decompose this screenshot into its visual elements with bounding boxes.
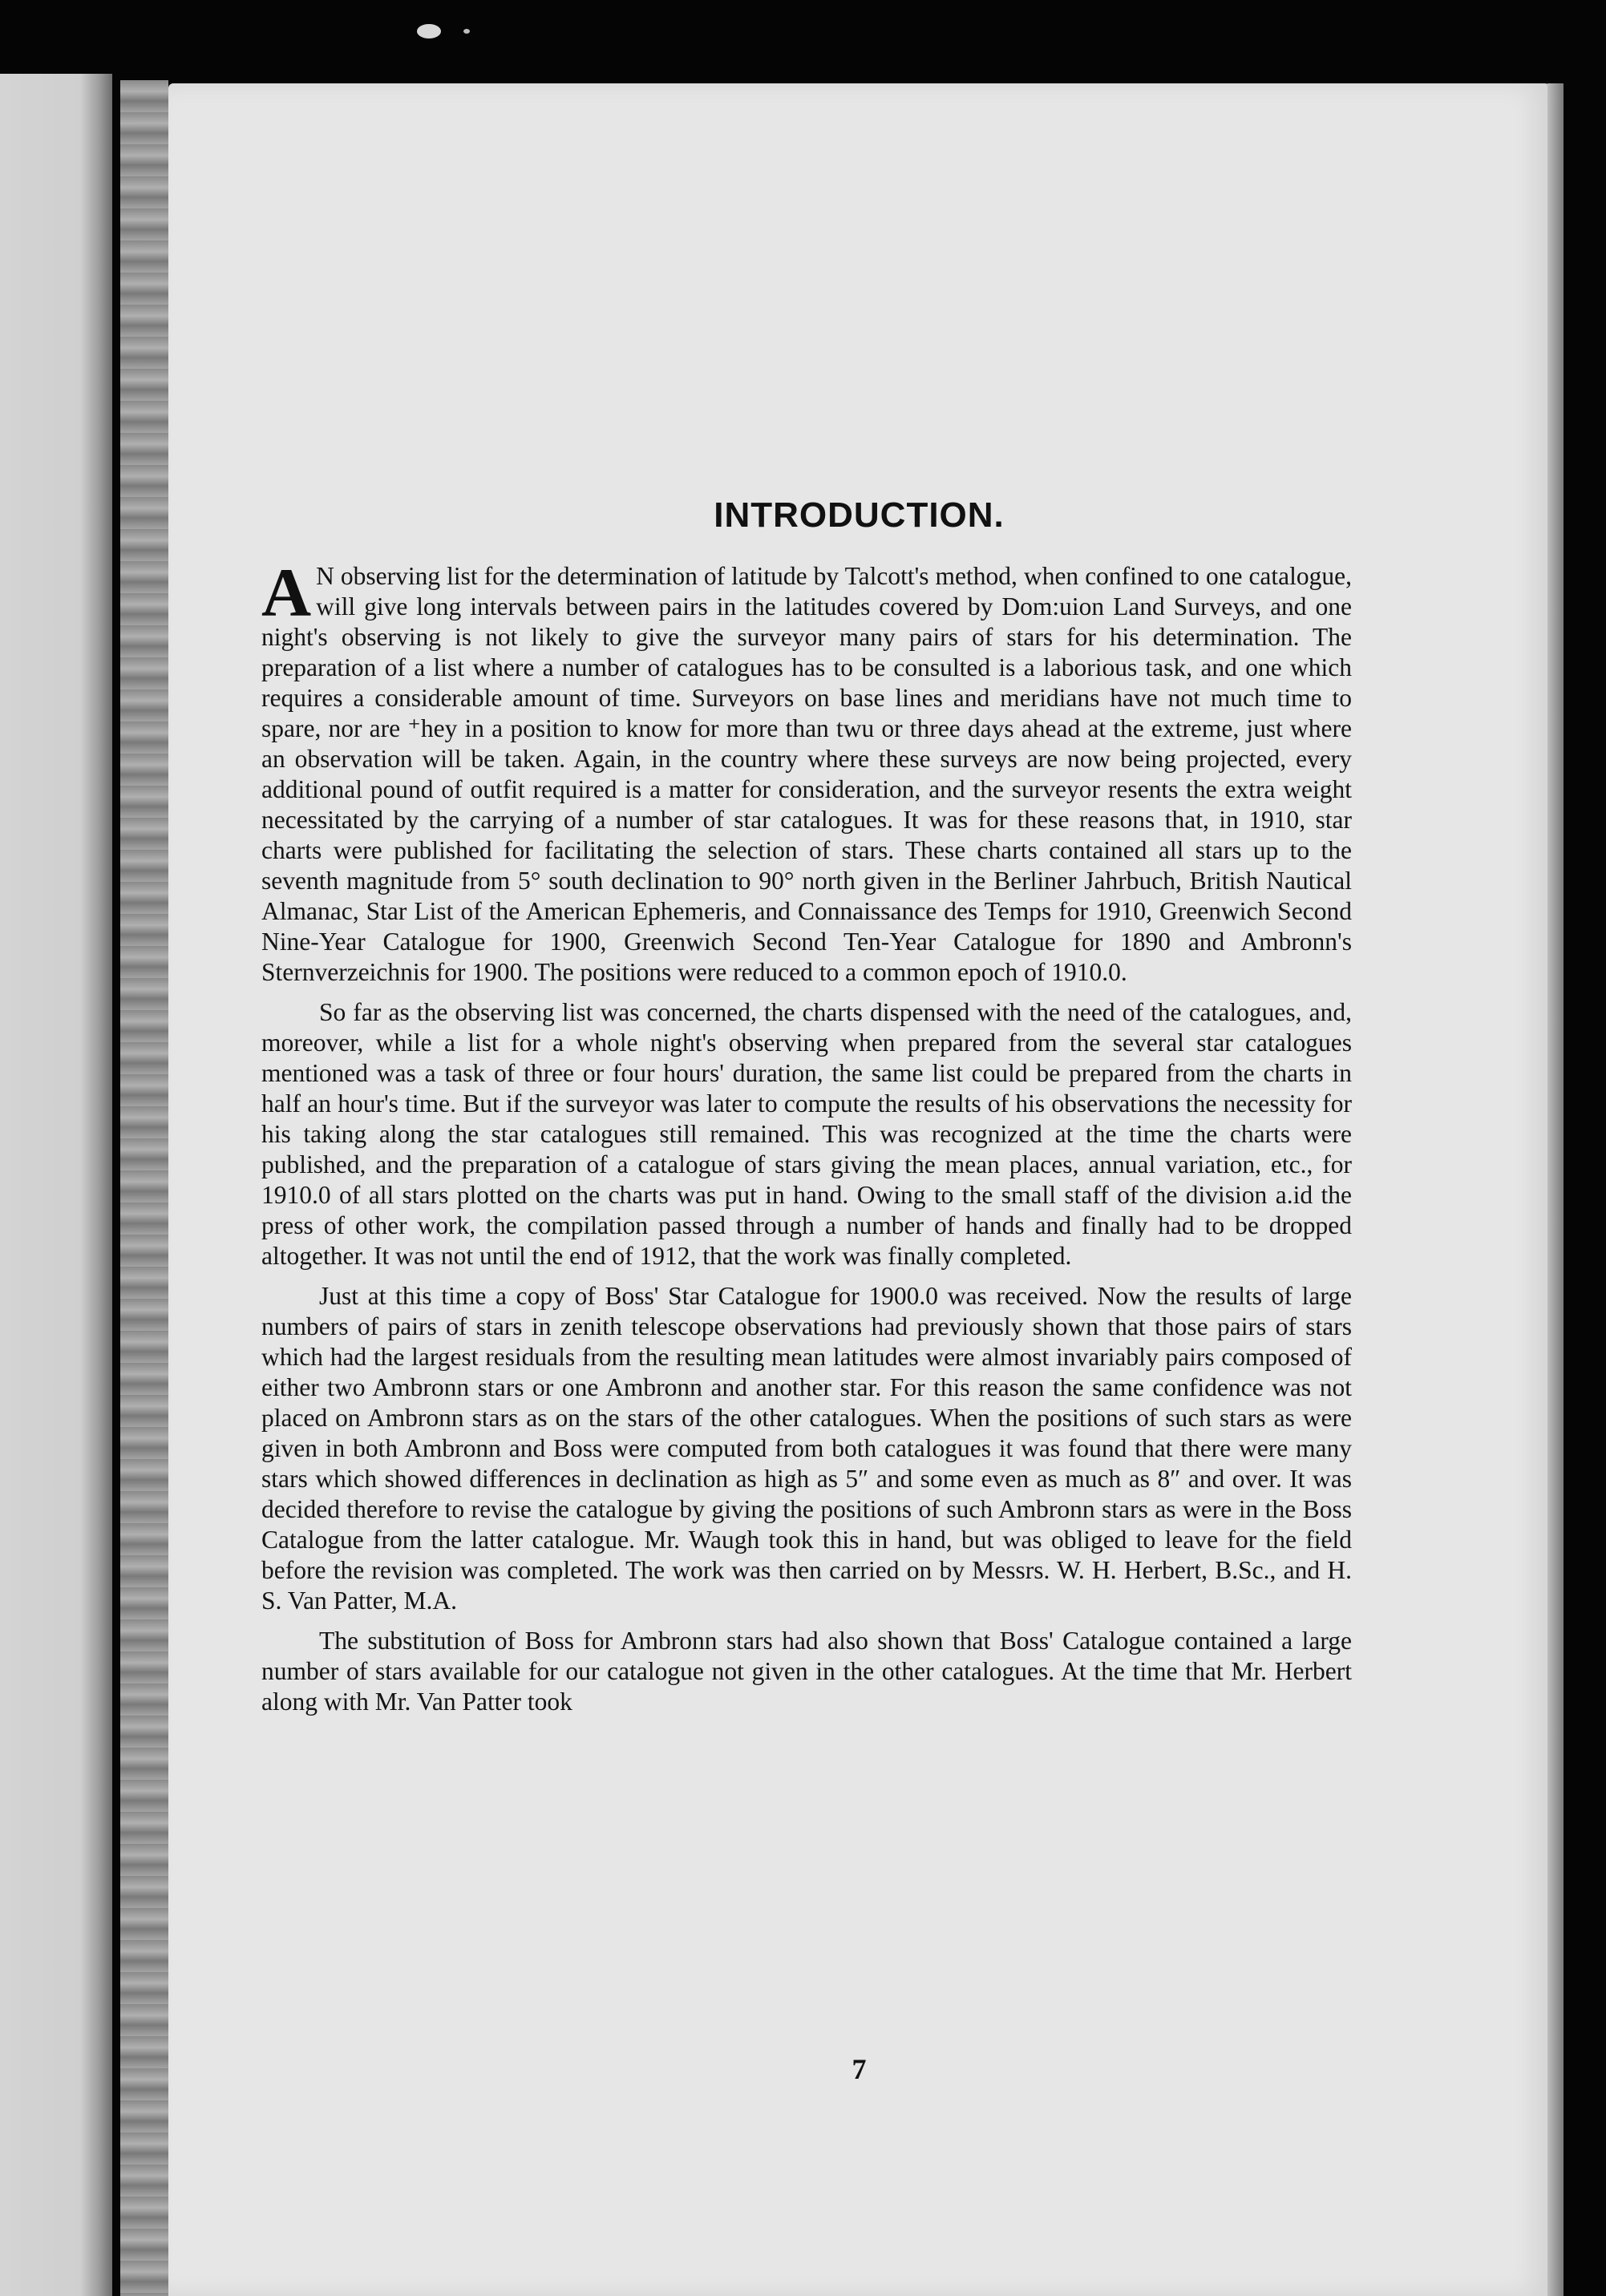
scan-debris-small <box>463 29 470 34</box>
page-number: 7 <box>852 2053 867 2085</box>
paragraph-1-text: N observing list for the determination of latitude by Talcott's method, when confined to one catalogue, will give long intervals between pairs in the latitudes covered by Dom:uion Land Surveys, and one night's observing is not likely to give the surveyor many pairs of stars for his determination. The preparation of a list where a number of catalogues has to be consulted is a laborious task, and one which requires a considerable amount of time. Surveyors on base lines and meridians have not much time to spare, nor are ⁺hey in a position to know for more than twu or three days ahead at the extreme, just where an observation will be taken. Again, in the country where these surveys are now being projected, every additional pound of outfit required is a matter for consideration, and the surveyor resents the extra weight necessitated by the carrying of a number of star catalogues. It was for these reasons that, in 1910, star charts were published for facilitating the selection of stars. These charts contained all stars up to the seventh magnitude from 5° south declination to 90° north given in the Berliner Jahrbuch, British Nautical Almanac, Star List of the American Ephemeris, and Connaissance des Temps for 1910, Greenwich Second Nine-Year Catalogue for 1900, Greenwich Second Ten-Year Catalogue for 1890 and Ambronn's Sternverzeichnis for 1900. The positions were reduced to a common epoch of 1910.0. <box>261 562 1352 986</box>
paragraph-3: Just at this time a copy of Boss' Star Catalogue for 1900.0 was received. Now the results of large numbers of pairs of stars in zenith telescope observations had previously shown that those pairs of stars which had the largest residuals from the resulting mean latitudes were almost invariably pairs composed of either two Ambronn stars or one Ambronn and another star. For this reason the same confidence was not placed on Ambronn stars as on the stars of the other catalogues. When the positions of such stars as were given in both Ambronn and Boss were computed from both catalogues it was found that there were many stars which showed differences in declination as high as 5″ and some even as much as 8″ and over. It was decided therefore to revise the catalogue by giving the positions of such Ambronn stars as were in the Boss Catalogue from the latter catalogue. Mr. Waugh took this in hand, but was obliged to leave for the field before the revision was completed. The work was then carried on by Messrs. W. H. Herbert, B.Sc., and H. S. Van Patter, M.A. <box>261 1282 1352 1615</box>
paragraph-2: So far as the observing list was concerned, the charts dispensed with the need of the catalogues, and, moreover, while a list for a whole night's observing when prepared from the several star catalogues mentioned was a task of three or four hours' duration, the same list could be prepared from the charts in half an hour's time. But if the surveyor was later to compute the results of his observations the necessity for his taking along the star catalogues still remained. This was recognized at the time the charts were published, and the preparation of a catalogue of stars giving the mean places, annual variation, etc., for 1910.0 of all stars plotted on the charts was put in hand. Owing to the small staff of the division a.id the press of other work, the compilation passed through a number of hands and finally had to be dropped altogether. It was not until the end of 1912, that the work was finally completed. <box>261 998 1352 1270</box>
page-heading: INTRODUCTION. <box>714 495 1005 535</box>
binding-shadow <box>120 80 168 2296</box>
paragraph-1 <box>261 554 1352 988</box>
facing-page-edge <box>0 74 112 2296</box>
body-text <box>261 554 1352 1717</box>
paragraph-4: The substitution of Boss for Ambronn stars had also shown that Boss' Catalogue contained a large number of stars available for our catalogue not given in the other catalogues. At the time that Mr. Herbert along with Mr. Van Patter took <box>261 1627 1352 1716</box>
drop-cap: A <box>261 554 312 631</box>
page-right-edge <box>1547 83 1564 2296</box>
scan-debris <box>417 24 441 38</box>
